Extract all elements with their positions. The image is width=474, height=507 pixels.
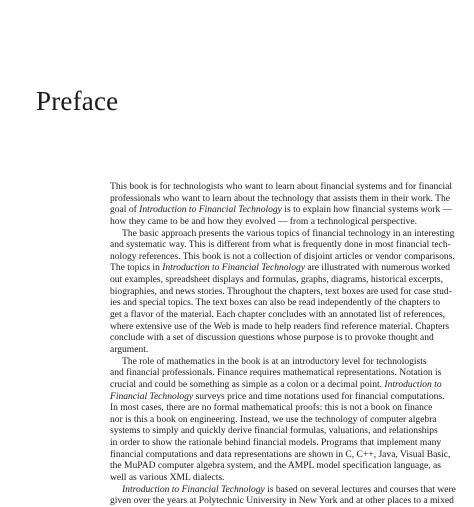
text-run: well as various XML dialects. <box>110 472 225 484</box>
text-run: ies and special topics. The text boxes can also be read independently of the chapters to <box>110 297 441 309</box>
text-run: out examples, spreadsheet displays and formulas, graphs, diagrams, historical excerpts, <box>110 274 443 286</box>
text-line <box>110 297 460 309</box>
paragraph <box>110 484 460 507</box>
text-run: crucial and could be something as simple as a colon or a decimal point. <box>110 378 385 390</box>
text-run: argument. <box>110 343 149 355</box>
text-run: how they came to be and how they evolved — from a technological perspective. <box>110 215 417 227</box>
text-line <box>110 425 460 437</box>
text-line <box>110 484 460 496</box>
text-line <box>110 391 460 403</box>
text-line <box>110 356 460 368</box>
text-line <box>110 204 460 216</box>
text-run: conclude with a set of discussion questions whose purpose is to provoke thought and <box>110 332 434 344</box>
text-run: In most cases, there are no formal mathematical proofs: this is not a book on finance <box>110 402 433 414</box>
text-run: is based on several lectures and courses that were <box>264 483 456 495</box>
text-run: in order to show the rationale behind financial models. Programs that implement many <box>110 437 442 449</box>
text-run: goal of <box>110 204 140 216</box>
text-run: This book is for technologists who want to learn about financial systems and for financial <box>110 181 453 192</box>
text-line <box>110 228 460 240</box>
paragraph <box>110 228 460 356</box>
text-line <box>110 286 460 298</box>
text-line <box>110 472 460 484</box>
text-run: nology references. This book is not a collection of disjoint articles or vendor comparisons. <box>110 250 455 262</box>
text-line <box>110 402 460 414</box>
text-run: nor is this a book on engineering. Instead, we use the technology of computer algebra <box>110 413 437 425</box>
text-run: professionals who want to learn about the technology that assists them in their work. The <box>110 192 450 204</box>
text-run: The topics in <box>110 262 163 274</box>
text-run: where extensive use of the Web is made to help readers find reference material. Chapters <box>110 320 450 332</box>
text-line <box>110 344 460 356</box>
text-run: and financial professionals. Finance requires mathematical representations. Notation is <box>110 367 442 379</box>
text-line <box>110 437 460 449</box>
text-line <box>110 216 460 228</box>
book-title-emphasis: Introduction to Financial Technology <box>122 483 265 495</box>
text-run: biographies, and news stories. Throughout the chapters, text boxes are used for case stud- <box>110 285 452 297</box>
text-run: get a flavor of the material. Each chapter concludes with an annotated list of references, <box>110 309 446 321</box>
text-line <box>110 193 460 205</box>
text-run: surveys price and time notations used for financial computations. <box>193 390 445 402</box>
text-run: The role of mathematics in the book is at an introductory level for technologists <box>122 355 427 367</box>
text-line <box>110 181 460 193</box>
text-line <box>110 251 460 263</box>
paragraph <box>110 181 460 228</box>
text-run: the MuPAD computer algebra system, and the AMPL model specification language, as <box>110 460 441 472</box>
chapter-title: Preface <box>36 86 119 116</box>
text-run: are illustrated with numerous worked <box>304 262 451 274</box>
text-line <box>110 367 460 379</box>
text-run: systems to simply and quickly derive financial formulas, valuations, and relationships <box>110 425 438 437</box>
text-line <box>110 239 460 251</box>
preface-body <box>110 181 460 507</box>
text-run: given over the years at Polytechnic University in New York and at other places to a mixed <box>110 495 454 507</box>
text-line <box>110 379 460 391</box>
text-run: financial computations and data representations are shown in C, C++, Java, Visual Basic, <box>110 448 451 460</box>
text-run: The basic approach presents the various topics of financial technology in an interesting <box>122 227 455 239</box>
book-title-emphasis: Introduction to Financial Technology <box>139 204 282 216</box>
paragraph <box>110 356 460 484</box>
text-line <box>110 449 460 461</box>
text-line <box>110 309 460 321</box>
book-title-emphasis: Introduction to Financial Technology <box>162 262 305 274</box>
text-line <box>110 332 460 344</box>
text-line <box>110 321 460 333</box>
text-line <box>110 495 460 507</box>
text-run: is to explain how financial systems work — <box>281 204 453 216</box>
book-title-emphasis: Introduction to <box>384 378 442 390</box>
book-title-emphasis: Financial Technology <box>110 390 194 402</box>
text-run: and systematic way. This is different from what is frequently done in most financial tech- <box>110 239 451 251</box>
text-line <box>110 262 460 274</box>
text-line <box>110 414 460 426</box>
text-line <box>110 460 460 472</box>
text-line <box>110 274 460 286</box>
